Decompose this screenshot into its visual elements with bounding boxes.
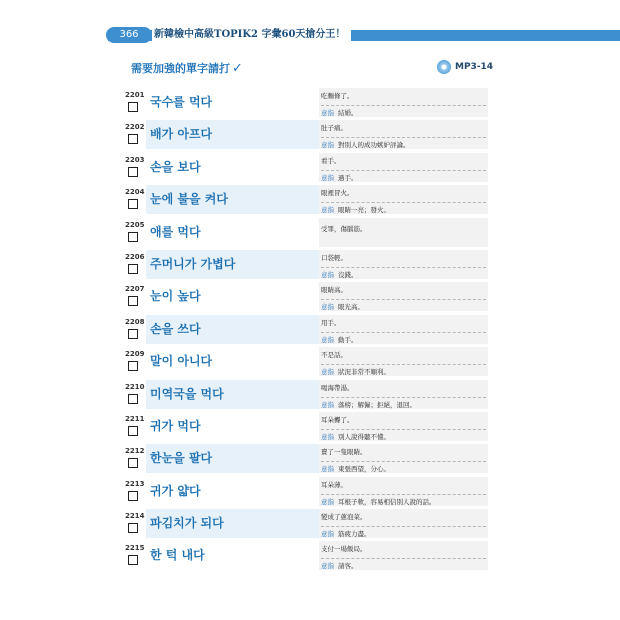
korean-phrase: 손을 보다 <box>146 153 436 182</box>
korean-phrase: 손을 쓰다 <box>146 315 436 344</box>
review-checkbox[interactable] <box>128 134 138 144</box>
gloss-box <box>319 153 488 182</box>
meaning-tag: 意指 <box>321 400 334 409</box>
meaning-tag: 意指 <box>321 206 334 215</box>
entry-number: 2210 <box>125 382 145 391</box>
meaning-text: 動手。 <box>338 335 358 344</box>
meaning-line <box>321 461 486 473</box>
review-checkbox[interactable] <box>128 329 138 339</box>
vocab-entry <box>123 151 488 183</box>
entry-number: 2215 <box>125 544 145 553</box>
vocab-entry <box>123 118 488 150</box>
meaning-text: 別人說得聽不懂。 <box>338 432 390 441</box>
vocab-entry <box>123 475 488 507</box>
meaning-tag: 意指 <box>321 562 334 571</box>
entry-number: 2204 <box>125 188 145 197</box>
gloss-box <box>319 218 488 247</box>
korean-phrase: 눈이 높다 <box>146 282 436 311</box>
book-title: 新韓檢中高級TOPIK2 字彙60天搶分王！ <box>152 27 351 43</box>
vocab-entry <box>123 507 488 539</box>
review-checkbox[interactable] <box>128 491 138 501</box>
gloss-box <box>319 250 488 279</box>
vocab-entry <box>123 539 488 571</box>
vocab-entry <box>123 86 488 118</box>
literal-translation: 看手。 <box>321 156 341 165</box>
korean-phrase: 주머니가 가볍다 <box>146 250 436 279</box>
meaning-tag: 意指 <box>321 368 334 377</box>
section-title-text: 需要加強的單字請打 <box>131 62 230 75</box>
literal-translation: 喝海帶湯。 <box>321 383 354 392</box>
review-checkbox[interactable] <box>128 523 138 533</box>
literal-translation: 耳朵聾了。 <box>321 415 354 424</box>
meaning-tag: 意指 <box>321 465 334 474</box>
meaning-tag: 意指 <box>321 109 334 117</box>
meaning-text: 沒錢。 <box>338 270 358 279</box>
cd-icon <box>437 60 451 74</box>
korean-phrase: 한눈을 팔다 <box>146 444 436 473</box>
meaning-text: 耳根子軟，容易相信別人說的話。 <box>338 497 436 506</box>
literal-translation: 用手。 <box>321 318 341 327</box>
meaning-text: 結婚。 <box>338 109 358 117</box>
entry-number: 2208 <box>125 317 145 326</box>
audio-track-label: MP3-14 <box>455 62 494 72</box>
check-icon: ✓ <box>232 61 243 76</box>
review-checkbox[interactable] <box>128 102 138 112</box>
literal-translation: 支付一場飯局。 <box>321 545 367 554</box>
meaning-line <box>321 105 486 117</box>
vocab-entry <box>123 410 488 442</box>
korean-phrase: 말이 아니다 <box>146 347 436 376</box>
gloss-box <box>319 412 488 441</box>
meaning-text: 眼睛一亮；發火。 <box>338 206 390 215</box>
literal-translation: 變成了蔥泡菜。 <box>321 513 367 522</box>
entry-number: 2205 <box>125 220 145 229</box>
vocab-entry <box>123 183 488 215</box>
gloss-box <box>319 509 488 538</box>
gloss-box <box>319 380 488 409</box>
meaning-tag: 意指 <box>321 141 334 150</box>
vocab-entry <box>123 216 488 248</box>
gloss-box <box>319 282 488 311</box>
korean-phrase: 한 턱 내다 <box>146 541 436 570</box>
review-checkbox[interactable] <box>128 264 138 274</box>
meaning-line <box>321 137 486 149</box>
literal-translation: 吃麵條了。 <box>321 92 354 100</box>
literal-translation: 耳朵薄。 <box>321 480 347 489</box>
entry-number: 2212 <box>125 447 145 456</box>
meaning-line <box>321 267 486 279</box>
meaning-text: 過手。 <box>338 173 358 182</box>
korean-phrase: 애를 먹다 <box>146 218 436 247</box>
entry-number: 2207 <box>125 285 145 294</box>
meaning-tag: 意指 <box>321 335 334 344</box>
review-checkbox[interactable] <box>128 555 138 565</box>
meaning-line <box>321 202 486 214</box>
meaning-text: 東張西望，分心。 <box>338 465 390 474</box>
vocab-entry <box>123 248 488 280</box>
literal-translation: 受罪，傷腦筋。 <box>321 224 367 233</box>
meaning-line <box>321 332 486 344</box>
entry-number: 2206 <box>125 252 145 261</box>
meaning-line <box>321 299 486 311</box>
meaning-line <box>321 429 486 441</box>
meaning-tag: 意指 <box>321 173 334 182</box>
meaning-tag: 意指 <box>321 303 334 312</box>
entry-number: 2209 <box>125 350 145 359</box>
meaning-tag: 意指 <box>321 497 334 506</box>
entry-number: 2202 <box>125 123 145 132</box>
meaning-line <box>321 364 486 376</box>
gloss-box <box>319 120 488 149</box>
korean-phrase: 국수를 먹다 <box>146 88 436 117</box>
vocab-entry <box>123 313 488 345</box>
korean-phrase: 귀가 먹다 <box>146 412 436 441</box>
audio-track[interactable] <box>437 60 493 74</box>
meaning-text: 對別人的成功嫉妒評論。 <box>338 141 410 150</box>
entry-number: 2203 <box>125 155 145 164</box>
meaning-text: 筋疲力盡。 <box>338 530 371 539</box>
gloss-box <box>319 88 488 117</box>
korean-phrase: 미역국을 먹다 <box>146 380 436 409</box>
meaning-text: 落榜；解僱；拒絕，退回。 <box>338 400 416 409</box>
page-number: 366 <box>106 27 152 43</box>
literal-translation: 眼睛高。 <box>321 286 347 295</box>
review-checkbox[interactable] <box>128 394 138 404</box>
review-checkbox[interactable] <box>128 426 138 436</box>
gloss-box <box>319 315 488 344</box>
meaning-line <box>321 494 486 506</box>
gloss-box <box>319 477 488 506</box>
vocab-entry <box>123 280 488 312</box>
literal-translation: 不是話。 <box>321 351 347 360</box>
meaning-tag: 意指 <box>321 432 334 441</box>
literal-translation: 肚子痛。 <box>321 124 347 133</box>
literal-translation: 眼裡冒火。 <box>321 189 354 198</box>
korean-phrase: 눈에 불을 켜다 <box>146 185 436 214</box>
review-checkbox[interactable] <box>128 167 138 177</box>
entry-number: 2211 <box>125 414 145 423</box>
entry-number: 2214 <box>125 512 145 521</box>
meaning-line <box>321 397 486 409</box>
meaning-text: 狀況非常不順利。 <box>338 368 390 377</box>
vocab-entry <box>123 442 488 474</box>
literal-translation: 口袋輕。 <box>321 253 347 262</box>
vocab-entry <box>123 378 488 410</box>
korean-phrase: 배가 아프다 <box>146 120 436 149</box>
gloss-box <box>319 541 488 570</box>
section-title <box>131 60 243 76</box>
korean-phrase: 파김치가 되다 <box>146 509 436 538</box>
meaning-tag: 意指 <box>321 530 334 539</box>
vocabulary-list <box>123 86 488 572</box>
vocab-entry <box>123 345 488 377</box>
gloss-box <box>319 347 488 376</box>
meaning-line <box>321 558 486 570</box>
meaning-text: 請客。 <box>338 562 358 571</box>
meaning-text: 眼光高。 <box>338 303 364 312</box>
review-checkbox[interactable] <box>128 361 138 371</box>
review-checkbox[interactable] <box>128 199 138 209</box>
review-checkbox[interactable] <box>128 458 138 468</box>
gloss-box <box>319 444 488 473</box>
korean-phrase: 귀가 얇다 <box>146 477 436 506</box>
meaning-tag: 意指 <box>321 270 334 279</box>
entry-number: 2213 <box>125 479 145 488</box>
review-checkbox[interactable] <box>128 296 138 306</box>
entry-number: 2201 <box>125 91 145 99</box>
review-checkbox[interactable] <box>128 232 138 242</box>
meaning-line <box>321 170 486 182</box>
gloss-box <box>319 185 488 214</box>
literal-translation: 賣了一隻眼睛。 <box>321 448 367 457</box>
meaning-line <box>321 526 486 538</box>
